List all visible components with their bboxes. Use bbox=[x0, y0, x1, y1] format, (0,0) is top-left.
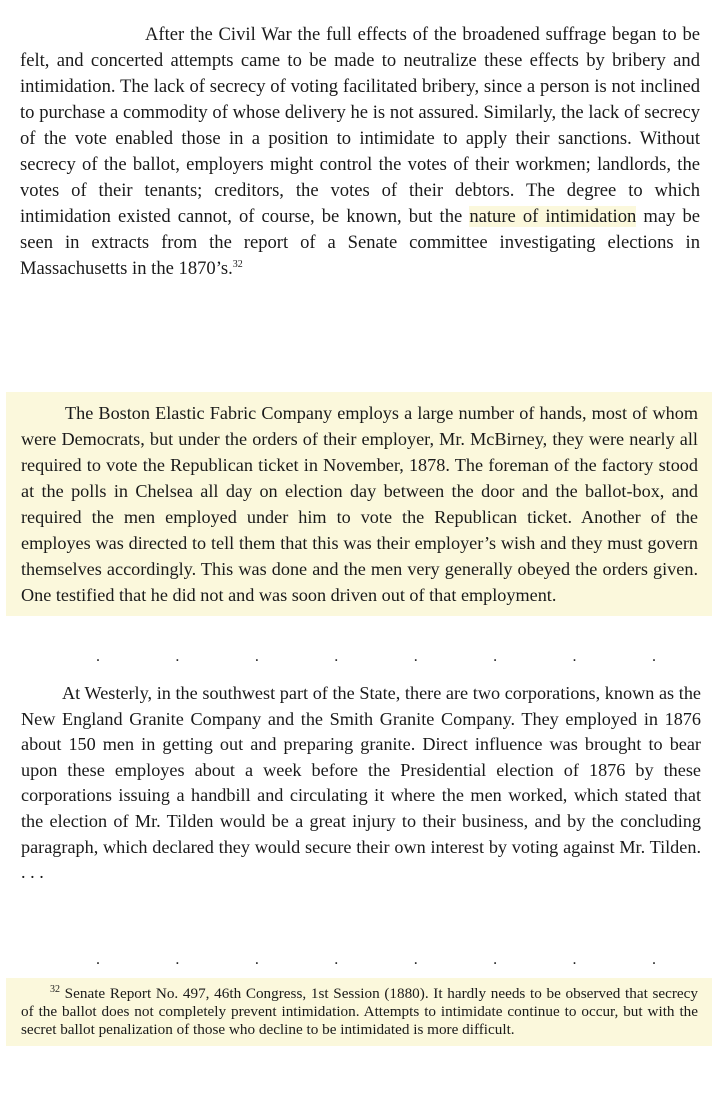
ellipsis-dot: . bbox=[254, 951, 259, 968]
body-text-1: After the Civil War the full effects of the broadened suffrage began to be felt, and concerted attempts came to be made to neutralize these effects by bribery and intimidation. The lack of secrecy of voting facilitated bribery, since a person is not inclined to purchase a commodity of whose delivery he is not assured. Similarly, the lack of secrecy of the vote enabled those in a position to intimidate to apply their sanctions. Without secrecy of the ballot, employers might control the votes of their workmen; landlords, the votes of their tenants; creditors, the votes of their debtors. The degree to which intimidation existed cannot, of course, be known, but the bbox=[20, 24, 700, 227]
ellipsis-dot: . bbox=[651, 951, 656, 968]
footnote-reference: 32 bbox=[232, 258, 243, 270]
ellipsis-dot: . bbox=[493, 648, 498, 665]
ellipsis-dot: . bbox=[96, 951, 100, 968]
ellipsis-dot: . bbox=[651, 648, 656, 665]
ellipsis-dot: . bbox=[572, 648, 577, 665]
ellipsis-dots-1 bbox=[96, 648, 656, 665]
ellipsis-dot: . bbox=[254, 648, 259, 665]
footnote-paragraph bbox=[21, 985, 698, 1039]
quote-paragraph-2: At Westerly, in the southwest part of the State, there are two corporations, known as the New England Granite Company and the Smith Granite Company. They employed in 1876 about 150 men in getting out and preparing granite. Direct influence was brought to bear upon these employes about a week before the Presidential election of 1876 by these corporations issuing a handbill and circulating it where the men worked, which stated that the election of Mr. Tilden would be a great injury to their business, and by the concluding paragraph, which declared they would secure their own interest by voting against Mr. Tilden. . . . bbox=[21, 683, 701, 883]
block-quote-highlighted bbox=[6, 392, 712, 616]
footnote-block bbox=[6, 978, 712, 1046]
quote-paragraph-1: The Boston Elastic Fabric Company employs a large number of hands, most of whom were Democrats, but under the orders of their employer, Mr. McBirney, they were nearly all required to vote the Republican ticket in November, 1878. The foreman of the factory stood at the polls in Chelsea all day on election day between the door and the ballot-box, and required the men employed under him to vote the Republican ticket. Another of the employes was directed to tell them that this was their employer’s wish and they must govern themselves accordingly. This was done and the men very generally obeyed the orders given. One testified that he did not and was soon driven out of that employment. bbox=[21, 403, 698, 605]
ellipsis-dot: . bbox=[175, 648, 180, 665]
footnote-text: Senate Report No. 497, 46th Congress, 1st Session (1880). It hardly needs to be observed that secrecy of the ballot does not completely prevent intimidation. Attempts to intimidate continue to occur, but with the secret ballot penalization of those who decline to be intimidated is more difficult. bbox=[21, 985, 698, 1038]
ellipsis-dot: . bbox=[413, 951, 418, 968]
ellipsis-dot: . bbox=[175, 951, 180, 968]
ellipsis-dot: . bbox=[493, 951, 498, 968]
body-text-2: may be seen in extracts from the report of a Senate committee investigating elections in Massachusetts in the 1870’s. bbox=[20, 206, 700, 279]
ellipsis-dot: . bbox=[96, 648, 100, 665]
ellipsis-dots-2 bbox=[96, 951, 656, 968]
ellipsis-dot: . bbox=[413, 648, 418, 665]
highlighted-phrase: nature of intimidation bbox=[469, 206, 637, 227]
body-paragraph bbox=[20, 22, 700, 282]
footnote-marker: 32 bbox=[50, 983, 60, 995]
ellipsis-dot: . bbox=[572, 951, 577, 968]
ellipsis-dot: . bbox=[334, 648, 339, 665]
ellipsis-dot: . bbox=[334, 951, 339, 968]
